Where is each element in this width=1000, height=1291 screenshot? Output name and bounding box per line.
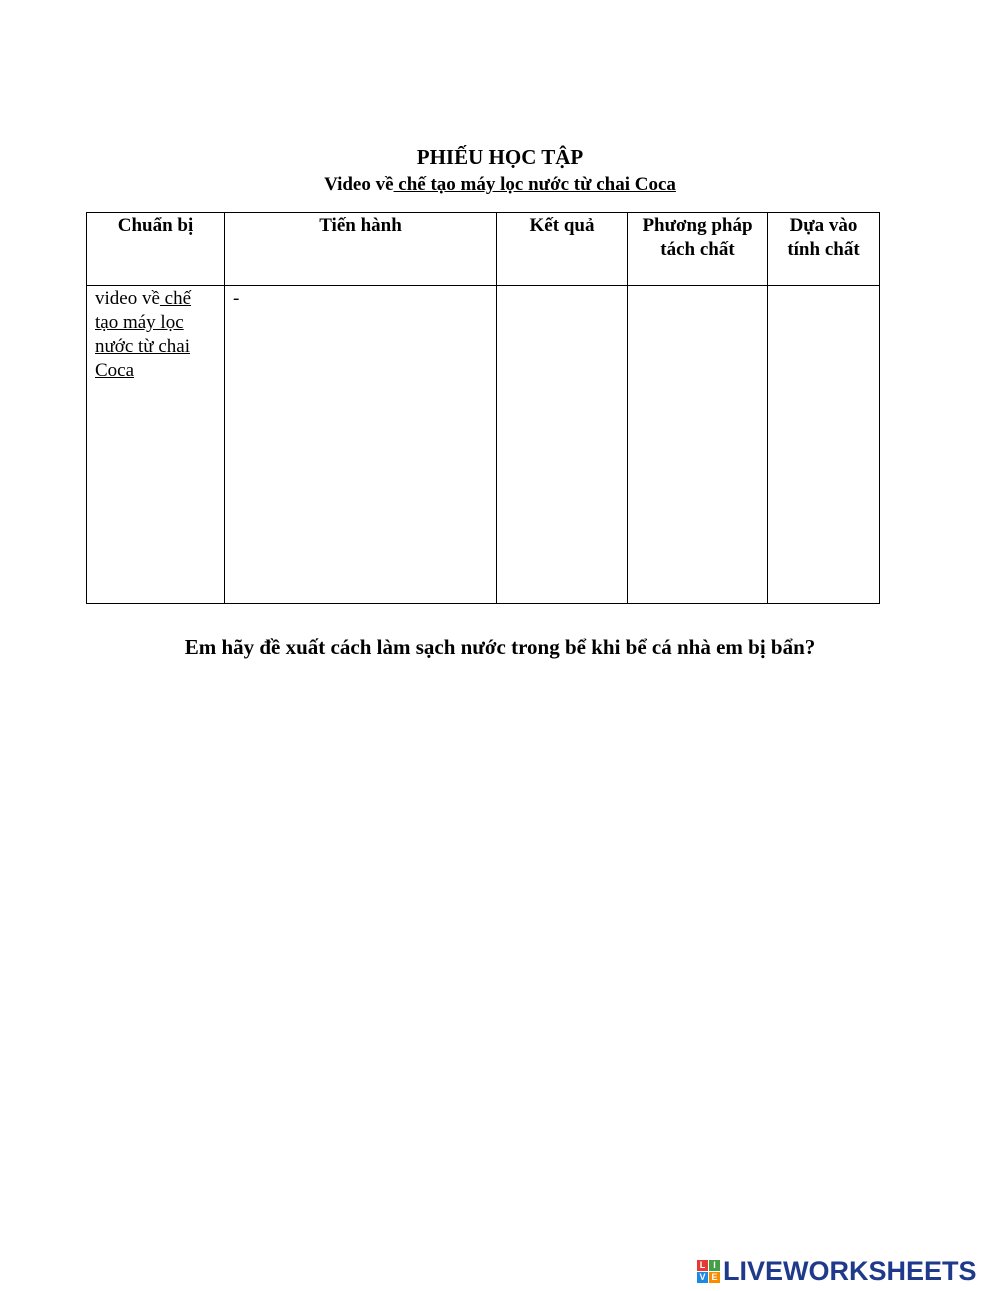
- liveworksheets-brand[interactable]: [697, 1256, 977, 1286]
- header-dua-vao: Dựa vào tính chất: [768, 213, 880, 286]
- header-chuan-bi: Chuẩn bị: [87, 213, 225, 286]
- logo-letter-v: V: [697, 1272, 708, 1283]
- subtitle-prefix: Video về: [324, 174, 394, 195]
- cell-ket-qua[interactable]: [497, 286, 628, 604]
- cell-tien-hanh[interactable]: -: [225, 286, 497, 604]
- table-header-row: [87, 213, 880, 286]
- worksheet-table: [86, 212, 880, 604]
- logo-letter-e: E: [709, 1272, 720, 1283]
- header-tien-hanh: Tiến hành: [225, 213, 497, 286]
- logo-letter-l: L: [697, 1260, 708, 1271]
- subtitle-underlined: chế tạo máy lọc nước từ chai Coca: [393, 174, 676, 195]
- cell-chuan-bi-underlined: chế tạo máy lọc nước từ chai Coca: [95, 288, 192, 381]
- logo-letter-i: I: [709, 1260, 720, 1271]
- header-phuong-phap: Phương pháp tách chất: [628, 213, 768, 286]
- cell-dua-vao[interactable]: [768, 286, 880, 604]
- worksheet-title: PHIẾU HỌC TẬP: [416, 145, 584, 169]
- cell-chuan-bi-prefix: video về: [95, 288, 160, 309]
- liveworksheets-logo-icon: [697, 1260, 720, 1283]
- brand-name: LIVEWORKSHEETS: [723, 1256, 977, 1286]
- cell-phuong-phap[interactable]: [628, 286, 768, 604]
- worksheet-subtitle: [0, 172, 1000, 198]
- question-text: Em hãy đề xuất cách làm sạch nước trong bể khi bể cá nhà em bị bẩn?: [184, 635, 816, 659]
- header-ket-qua: Kết quả: [497, 213, 628, 286]
- table-row: [87, 286, 880, 604]
- cell-chuan-bi: [87, 286, 225, 604]
